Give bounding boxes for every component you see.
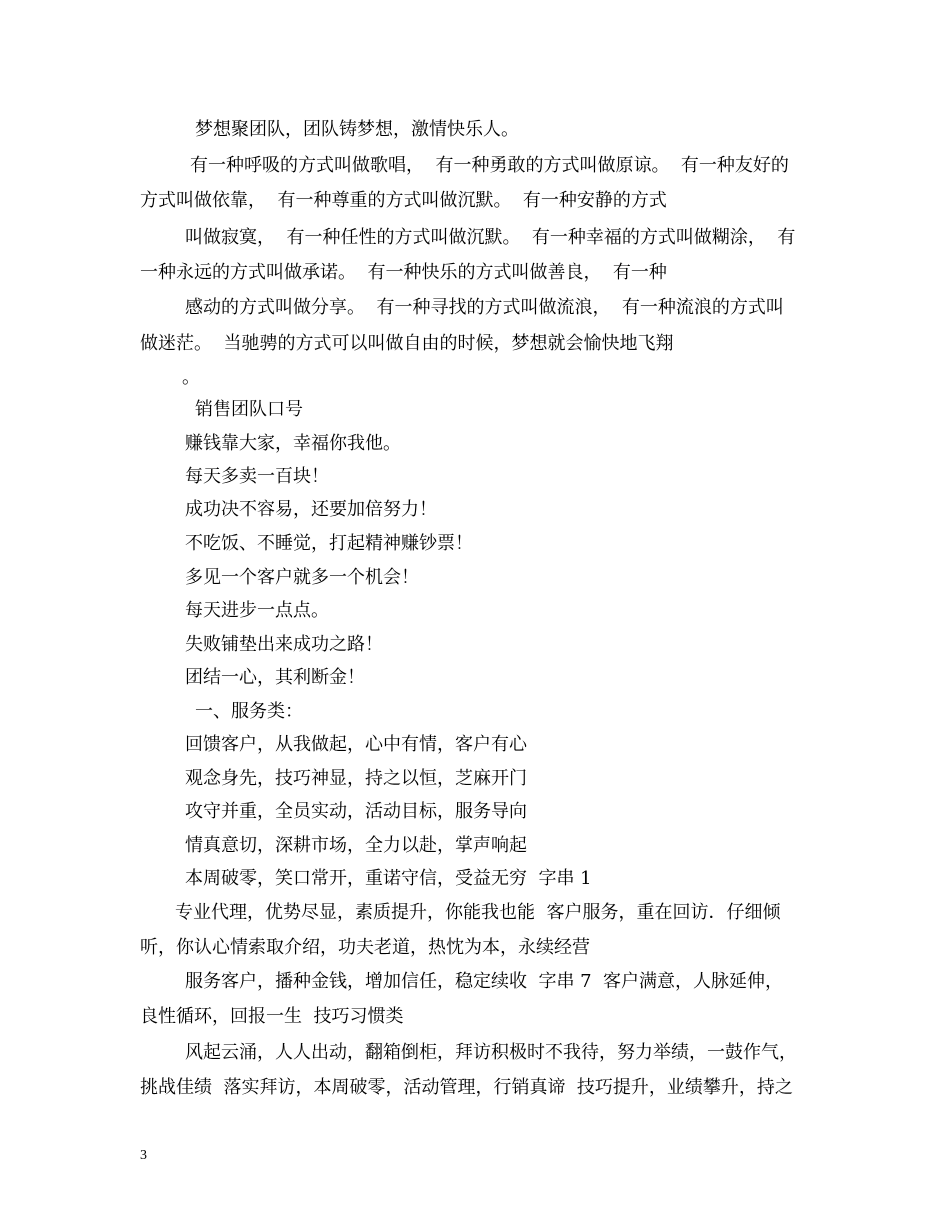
text-line: 赚钱靠大家，幸福你我他。 [185, 433, 401, 454]
text-line: 良性循环，回报一生 技巧习惯类 [140, 1006, 404, 1027]
text-line: 叫做寂寞， 有一种任性的方式叫做沉默。 有一种幸福的方式叫做糊涂， 有 [185, 227, 796, 248]
page-number: 3 [140, 1148, 147, 1163]
text-line: 方式叫做依靠， 有一种尊重的方式叫做沉默。 有一种安静的方式 [140, 190, 667, 211]
section-heading: 销售团队口号 [195, 399, 303, 420]
text-line: 不吃饭、不睡觉，打起精神赚钞票！ [185, 533, 473, 554]
text-line: 每天多卖一百块！ [185, 466, 329, 487]
text-line: 挑战佳绩 落实拜访，本周破零，活动管理，行销真谛 技巧提升，业绩攀升，持之 [140, 1077, 793, 1098]
text-line: 观念身先，技巧神显，持之以恒，芝麻开门 [185, 768, 527, 789]
text-line: 本周破零，笑口常开，重诺守信，受益无穷 字串 1 [185, 868, 592, 889]
text-line: 服务客户，播种金钱，增加信任，稳定续收 字串 7 客户满意，人脉延伸， [185, 971, 784, 992]
text-line: 做迷茫。 当驰骋的方式可以叫做自由的时候，梦想就会愉快地飞翔 [140, 333, 674, 354]
text-line: 梦想聚团队，团队铸梦想，激情快乐人。 [195, 119, 519, 140]
text-line: 有一种呼吸的方式叫做歌唱， 有一种勇敢的方式叫做原谅。 有一种友好的 [190, 155, 789, 176]
text-line: 每天进步一点点。 [185, 600, 329, 621]
text-line: 团结一心，其利断金！ [185, 667, 365, 688]
text-line: 听，你认心情索取介绍，功夫老道，热忱为本，永续经营 [140, 937, 590, 958]
text-line: 一种永远的方式叫做承诺。 有一种快乐的方式叫做善良， 有一种 [140, 262, 667, 283]
text-line: 多见一个客户就多一个机会！ [185, 567, 419, 588]
text-line: 风起云涌，人人出动，翻箱倒柜，拜访积极时不我待，努力举绩，一鼓作气， [185, 1042, 797, 1063]
section-heading: 一、服务类： [195, 701, 303, 722]
text-line: 回馈客户，从我做起，心中有情，客户有心 [185, 734, 527, 755]
text-line: 。 [182, 367, 200, 388]
text-line: 感动的方式叫做分享。 有一种寻找的方式叫做流浪， 有一种流浪的方式叫 [185, 297, 784, 318]
text-line: 专业代理，优势尽显，素质提升，你能我也能 客户服务，重在回访．仔细倾 [175, 902, 781, 923]
text-line: 失败铺垫出来成功之路！ [185, 634, 383, 655]
text-line: 情真意切，深耕市场，全力以赴，掌声响起 [185, 835, 527, 856]
text-line: 攻守并重，全员实动，活动目标，服务导向 [185, 801, 527, 822]
text-line: 成功决不容易，还要加倍努力！ [185, 499, 437, 520]
